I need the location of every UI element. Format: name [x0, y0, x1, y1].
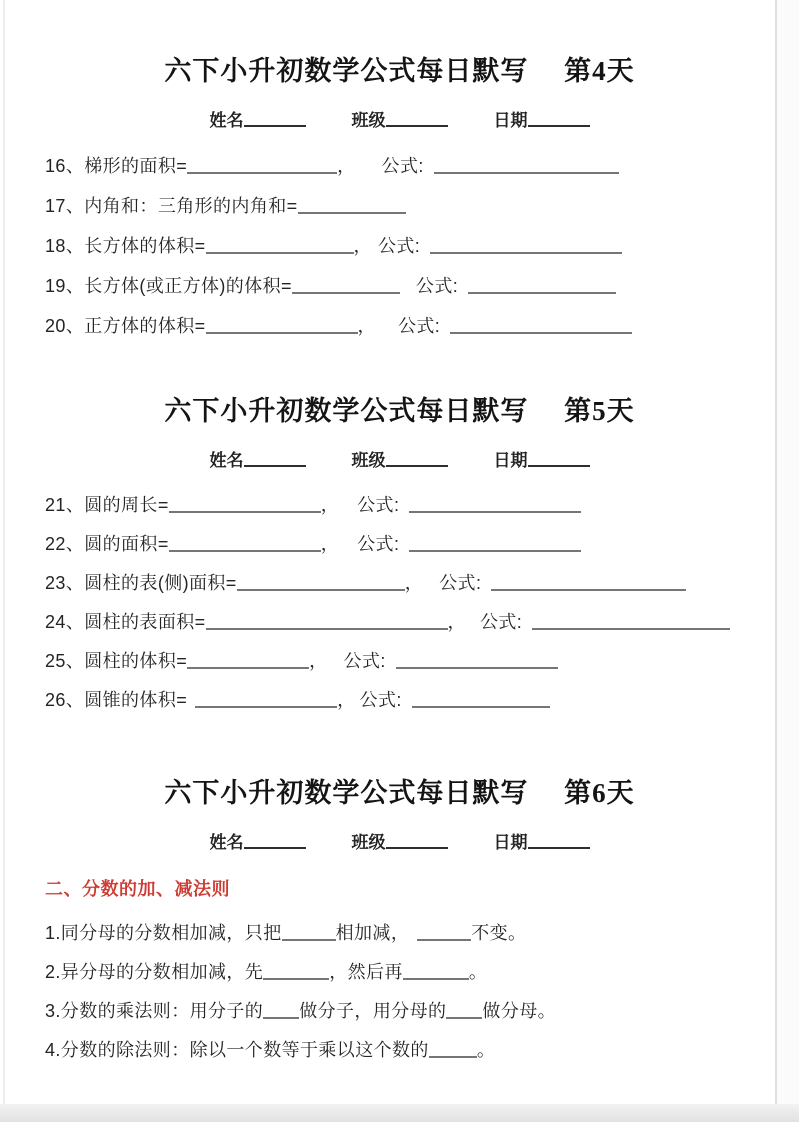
item-text: 19、长方体(或正方体)的体积=: [45, 276, 292, 296]
worksheet-item: [45, 146, 799, 186]
blank-line: [446, 1017, 482, 1019]
section-day5: [0, 394, 799, 720]
blank-line: [412, 706, 550, 708]
worksheet-item: [45, 306, 799, 346]
page-edge-bottom: [0, 1104, 799, 1122]
item-text: 做分母。: [482, 1001, 557, 1021]
name-row: [0, 832, 799, 854]
name-field-label: 姓名: [209, 111, 244, 130]
item-text: 4.分数的除法则：除以一个数等于乘以这个数的: [45, 1040, 429, 1060]
items-list: [0, 914, 799, 1070]
blank-line: [434, 172, 619, 174]
blank-line: [468, 292, 616, 294]
name-field-blank-line: [244, 465, 306, 467]
item-text: ，然后再: [329, 962, 403, 982]
section-title: 六下小升初数学公式每日默写 第4天: [164, 56, 635, 86]
blank-line: [206, 628, 448, 630]
worksheet-item: [45, 1031, 799, 1070]
blank-line: [403, 978, 469, 980]
worksheet-item: [45, 266, 799, 306]
section-day6: [0, 776, 799, 1070]
worksheet-item: [45, 486, 799, 525]
name-field: [352, 110, 448, 132]
item-text: 23、圆柱的表(侧)面积=: [45, 573, 237, 593]
item-text: ，: [337, 690, 356, 710]
blank-line: [430, 252, 622, 254]
item-text: 公式:: [397, 316, 441, 336]
name-field-blank-line: [386, 465, 448, 467]
item-text: ，: [320, 534, 340, 554]
item-text: 17、内角和：三角形的内角和=: [45, 196, 298, 216]
name-field-label: 班级: [351, 111, 386, 130]
item-text: 公式:: [359, 690, 402, 710]
item-text: 公式:: [357, 495, 400, 515]
name-field-blank-line: [528, 465, 590, 467]
name-field: [494, 832, 590, 854]
name-field: [352, 450, 448, 472]
worksheet-item: [45, 603, 799, 642]
blank-line: [409, 550, 581, 552]
section-subheading: 二、分数的加、减法则: [45, 879, 230, 899]
worksheet-item: [45, 525, 799, 564]
item-text: ，: [404, 573, 424, 593]
name-field: [210, 450, 306, 472]
item-text: ，: [357, 316, 376, 336]
item-text: ，: [309, 651, 328, 671]
item-text: 。: [476, 1040, 496, 1060]
name-field-blank-line: [528, 847, 590, 849]
name-field-label: 姓名: [209, 833, 244, 852]
blank-line: [195, 706, 337, 708]
worksheet-item: [45, 681, 799, 720]
item-text: 20、正方体的体积=: [45, 316, 206, 336]
name-field-label: 姓名: [209, 451, 244, 470]
item-text: 24、圆柱的表面积=: [45, 612, 206, 632]
blank-line: [282, 939, 336, 941]
name-field-blank-line: [386, 125, 448, 127]
blank-line: [450, 332, 632, 334]
section-day4: [0, 54, 799, 346]
worksheet-item: [45, 953, 799, 992]
blank-line: [206, 252, 354, 254]
blank-line: [491, 589, 686, 591]
blank-line: [532, 628, 730, 630]
worksheet-item: [45, 642, 799, 681]
item-text: ，: [320, 495, 340, 515]
item-text: 相加减，: [335, 923, 410, 943]
item-text: ，: [337, 156, 356, 176]
worksheet-item: [45, 564, 799, 603]
name-field-blank-line: [244, 125, 306, 127]
item-text: 1.同分母的分数相加减，只把: [45, 923, 282, 943]
name-field-label: 班级: [351, 451, 386, 470]
blank-line: [429, 1056, 477, 1058]
blank-line: [169, 550, 321, 552]
item-text: 公式:: [479, 612, 523, 632]
name-field-label: 日期: [493, 833, 528, 852]
name-field: [210, 832, 306, 854]
worksheet-item: [45, 226, 799, 266]
name-field: [210, 110, 306, 132]
blank-line: [237, 589, 405, 591]
name-row: [0, 110, 799, 132]
item-text: 2.异分母的分数相加减，先: [45, 962, 264, 982]
name-row: [0, 450, 799, 472]
item-text: 公式:: [377, 236, 421, 256]
item-text: 22、圆的面积=: [45, 534, 169, 554]
blank-line: [263, 978, 329, 980]
blank-line: [292, 292, 400, 294]
worksheet-item: [45, 992, 799, 1031]
item-text: ，: [447, 612, 466, 632]
item-text: 公式:: [357, 534, 400, 554]
blank-line: [206, 332, 358, 334]
item-text: 不变。: [471, 923, 527, 943]
blank-line: [417, 939, 471, 941]
blank-line: [396, 667, 558, 669]
blank-line: [409, 511, 581, 513]
blank-line: [187, 667, 309, 669]
name-field: [352, 832, 448, 854]
name-field-blank-line: [244, 847, 306, 849]
worksheet-item: [45, 186, 799, 226]
items-list: [0, 486, 799, 720]
blank-line: [169, 511, 321, 513]
name-field-label: 日期: [493, 111, 528, 130]
blank-line: [263, 1017, 299, 1019]
item-text: 公式:: [381, 156, 424, 176]
item-text: 3.分数的乘法则：用分子的: [45, 1001, 264, 1021]
item-text: 25、圆柱的体积=: [45, 651, 188, 671]
item-text: 18、长方体的体积=: [45, 236, 206, 256]
blank-line: [298, 212, 406, 214]
name-field-blank-line: [528, 125, 590, 127]
item-text: 26、圆锥的体积=: [45, 690, 188, 710]
item-text: ，: [353, 236, 372, 256]
name-field-label: 日期: [493, 451, 528, 470]
name-field: [494, 110, 590, 132]
item-text: 公式:: [343, 651, 386, 671]
item-text: 16、梯形的面积=: [45, 156, 188, 176]
item-text: 做分子，用分母的: [299, 1001, 447, 1021]
name-field: [494, 450, 590, 472]
item-text: 21、圆的周长=: [45, 495, 169, 515]
blank-line: [187, 172, 337, 174]
item-text: 公式:: [415, 276, 459, 296]
items-list: [0, 146, 799, 346]
section-title: 六下小升初数学公式每日默写 第6天: [164, 778, 635, 808]
item-text: 。: [468, 962, 488, 982]
item-text: 公式:: [439, 573, 482, 593]
name-field-label: 班级: [351, 833, 386, 852]
name-field-blank-line: [386, 847, 448, 849]
section-title: 六下小升初数学公式每日默写 第5天: [164, 396, 635, 426]
worksheet-item: [45, 914, 799, 953]
